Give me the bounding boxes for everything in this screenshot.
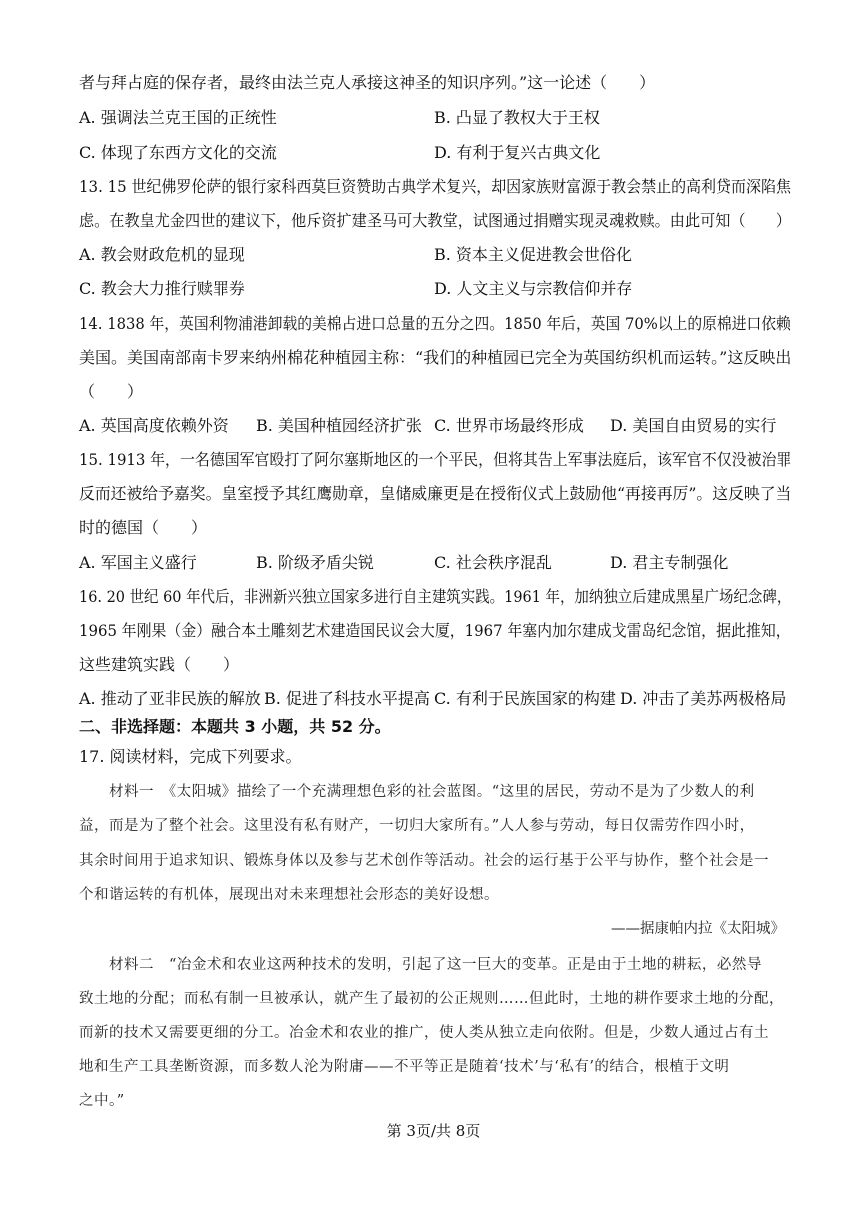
q13-stem-line-1: 13. 15 世纪佛罗伦萨的银行家科西莫巨资赞助古典学术复兴，却因家族财富源于教会禁止的高利贷而深陷焦 (79, 177, 791, 196)
section-heading: 二、非选择题：本题共 3 小题，共 52 分。 (79, 717, 391, 736)
q13-option-b: B. 资本主义促进教会世俗化 (434, 245, 632, 264)
q16-stem-line-1: 16. 20 世纪 60 年代后，非洲新兴独立国家多进行自主建筑实践。1961 年，加纳独立后建成黑星广场纪念碑， (79, 587, 792, 606)
q14-stem-line-2: 美国。美国南部南卡罗来纳州棉花种植园主称：“我们的种植园已完全为英国纺织机而运转。”这反映出 (79, 348, 792, 367)
q16-option-d: D. 冲击了美苏两极格局 (620, 689, 787, 708)
q12-stem-tail: 者与拜占庭的保存者，最终由法兰克人承接这神圣的知识序列。”这一论述（ ） (79, 73, 656, 92)
q12-option-b: B. 凸显了教权大于王权 (434, 108, 600, 127)
material-2-line-1: 材料二 “冶金术和农业这两种技术的发明，引起了这一巨大的变革。正是由于土地的耕耘，必然导 (79, 957, 762, 973)
page-number-footer: 第 3页/共 8页 (386, 1122, 481, 1140)
q15-option-c: C. 社会秩序混乱 (434, 553, 552, 572)
q16-option-b: B. 促进了科技水平提高 (264, 689, 430, 708)
material-2-line-5: 之中。” (79, 1093, 125, 1109)
q14-option-a: A. 英国高度依赖外资 (79, 416, 229, 435)
q15-stem-line-1: 15. 1913 年，一名德国军官殴打了阿尔塞斯地区的一个平民，但将其告上军事法庭后，该军官不仅没被治罪 (79, 450, 792, 469)
q15-stem-line-2: 反而还被给予嘉奖。皇室授予其红鹰勋章，皇储威廉更是在授衔仪式上鼓励他“再接再厉”。这反映了当 (79, 484, 792, 503)
q14-stem-line-3: （ ） (79, 382, 144, 401)
q14-stem-line-1: 14. 1838 年，英国利物浦港卸载的美棉占进口总量的五分之四。1850 年后，英国 70%以上的原棉进口依赖 (79, 314, 791, 333)
q16-option-a: A. 推动了亚非民族的解放 (79, 689, 261, 708)
q14-option-d: D. 美国自由贸易的实行 (610, 416, 777, 435)
q15-stem-line-3: 时的德国（ ） (79, 518, 208, 537)
material-1-line-2: 益，而是为了整个社会。这里没有私有财产，一切归大家所有。”人人参与劳动，每日仅需劳作四小时， (79, 818, 755, 834)
q16-stem-line-2: 1965 年刚果（金）融合本土雕刻艺术建造国民议会大厦，1967 年塞内加尔建成戈雷岛纪念馆，据此推知， (79, 621, 791, 640)
q17-stem: 17. 阅读材料，完成下列要求。 (79, 747, 302, 766)
material-1-line-4: 个和谐运转的有机体，展现出对未来理想社会形态的美好设想。 (79, 887, 499, 903)
q16-stem-line-3: 这些建筑实践（ ） (79, 655, 240, 674)
q13-option-a: A. 教会财政危机的显现 (79, 245, 245, 264)
q12-option-a: A. 强调法兰克王国的正统性 (79, 108, 277, 127)
q15-option-d: D. 君主专制强化 (610, 553, 729, 572)
material-2-line-2: 致土地的分配；而私有制一旦被承认，就产生了最初的公正规则……但此时，土地的耕作要求土地的分配， (79, 991, 784, 1007)
material-1-line-3: 其余时间用于追求知识、锻炼身体以及参与艺术创作等活动。社会的运行基于公平与协作，整个社会是一 (79, 853, 769, 869)
q12-option-d: D. 有利于复兴古典文化 (434, 143, 601, 162)
material-2-line-3: 而新的技术又需要更细的分工。冶金术和农业的推广，使人类从独立走向依附。但是，少数人通过占有土 (79, 1025, 769, 1041)
q13-stem-line-2: 虑。在教皇尤金四世的建议下，他斥资扩建圣马可大教堂，试图通过捐赠实现灵魂救赎。由此可知（ ） (79, 211, 792, 230)
q16-option-c: C. 有利于民族国家的构建 (434, 689, 616, 708)
material-1-line-1: 材料一 《太阳城》描绘了一个充满理想色彩的社会蓝图。“这里的居民，劳动不是为了少数人的利 (79, 784, 755, 800)
material-1-source: ——据康帕内拉《太阳城》 (611, 921, 785, 937)
q14-option-c: C. 世界市场最终形成 (434, 416, 584, 435)
q14-option-b: B. 美国种植园经济扩张 (256, 416, 422, 435)
q13-option-d: D. 人文主义与宗教信仰并存 (434, 279, 633, 298)
material-2-line-4: 地和生产工具垄断资源，而多数人沦为附庸——不平等正是随着‘技术’与‘私有’的结合，根植于文明 (79, 1059, 730, 1075)
q12-option-c: C. 体现了东西方文化的交流 (79, 143, 277, 162)
q15-option-a: A. 军国主义盛行 (79, 553, 197, 572)
q13-option-c: C. 教会大力推行赎罪券 (79, 279, 245, 298)
q15-option-b: B. 阶级矛盾尖锐 (256, 553, 374, 572)
